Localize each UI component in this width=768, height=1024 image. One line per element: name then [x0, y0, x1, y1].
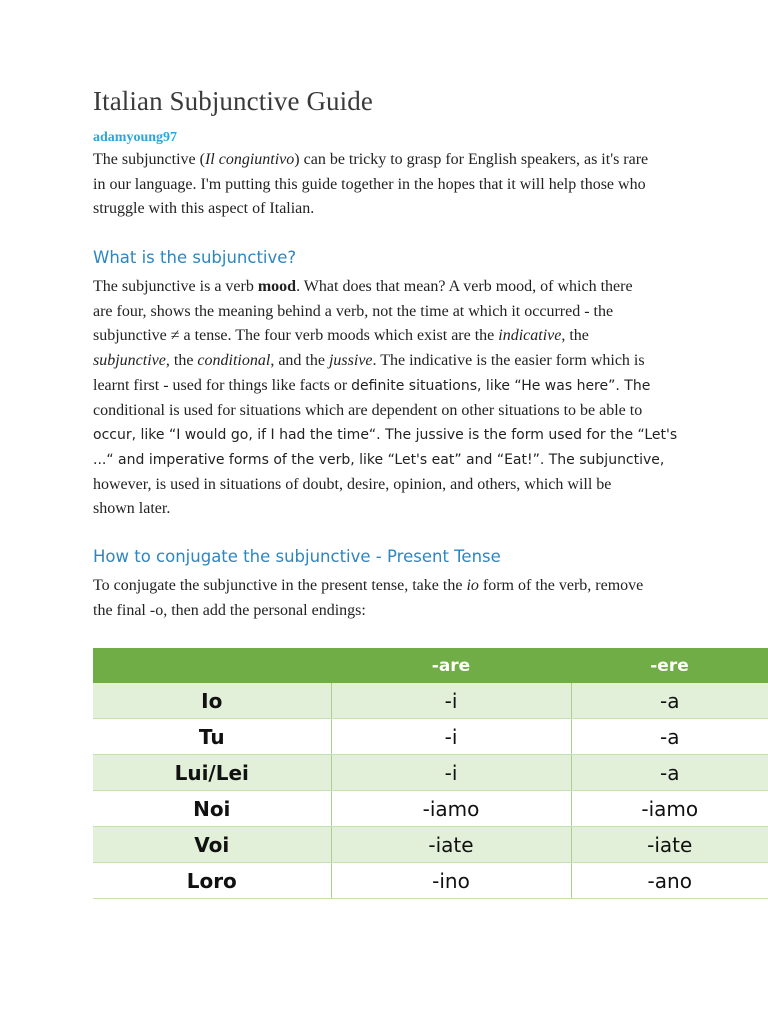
para-line — [93, 574, 683, 599]
ere-ending-cell: -a — [571, 683, 768, 719]
section1-paragraph — [93, 275, 683, 522]
italic-term: Il congiuntivo — [204, 151, 295, 168]
pronoun-cell: Noi — [93, 791, 331, 827]
italic-term: subjunctive — [93, 352, 166, 370]
text-run: definite situations, like “He was here”. The — [351, 377, 651, 394]
text-run: To conjugate the subjunctive in the present tense, take the — [93, 577, 467, 594]
are-ending-cell: -ino — [331, 863, 571, 899]
are-ending-cell: -i — [331, 683, 571, 719]
pronoun-cell: Tu — [93, 719, 331, 755]
table-row — [93, 719, 768, 755]
intro-paragraph — [93, 148, 683, 222]
italic-term: io — [466, 577, 479, 594]
para-line: occur, like “I would go, if I had the time“. The jussive is the form used for the “Let's — [93, 427, 678, 444]
table-row — [93, 827, 768, 863]
table-header-row — [93, 648, 768, 683]
ere-ending-cell: -ano — [571, 863, 768, 899]
italic-term: conditional — [197, 352, 271, 370]
text-run: form of the verb, remove — [478, 577, 644, 594]
conjugation-table — [93, 648, 768, 899]
ere-ending-cell: -a — [571, 719, 768, 755]
intro-line: in our language. I'm putting this guide together in the hopes that it will help those who — [93, 175, 646, 193]
section-heading-what-is: What is the subjunctive? — [93, 248, 297, 267]
para-line — [93, 324, 683, 349]
table-row — [93, 755, 768, 791]
table-row — [93, 863, 768, 899]
text-run: subjunctive ≠ a tense. The four verb moods which exist are the — [93, 327, 499, 345]
pronoun-cell: Loro — [93, 863, 331, 899]
ere-ending-cell: -iamo — [571, 791, 768, 827]
para-line — [93, 374, 683, 399]
intro-line: struggle with this aspect of Italian. — [93, 200, 315, 218]
are-ending-cell: -i — [331, 755, 571, 791]
are-ending-cell: -iamo — [331, 791, 571, 827]
text-run: learnt first - used for things like facts or — [93, 376, 352, 394]
author-link[interactable]: adamyoung97 — [93, 130, 178, 145]
text-run: ) can be tricky to grasp for English speakers, as it's rare — [294, 151, 649, 168]
pronoun-cell: Lui/Lei — [93, 755, 331, 791]
ere-ending-cell: -iate — [571, 827, 768, 863]
section2-paragraph — [93, 574, 683, 623]
table-row — [93, 683, 768, 719]
table-header-cell: -are — [331, 648, 571, 683]
page-title: Italian Subjunctive Guide — [93, 86, 373, 116]
bold-term: mood — [257, 278, 297, 295]
text-run: , the — [165, 352, 198, 370]
pronoun-cell: Io — [93, 683, 331, 719]
text-run: The subjunctive is a verb — [93, 278, 258, 295]
text-run: , the — [561, 327, 589, 345]
pronoun-cell: Voi — [93, 827, 331, 863]
para-line: ...“ and imperative forms of the verb, like “Let's eat” and “Eat!”. The subjunctive, — [93, 451, 665, 468]
para-line — [93, 349, 683, 374]
are-ending-cell: -i — [331, 719, 571, 755]
italic-term: indicative — [498, 327, 562, 345]
para-line: conditional is used for situations which are dependent on other situations to be able to — [93, 401, 643, 419]
ere-ending-cell: -a — [571, 755, 768, 791]
section-heading-how-to-conjugate: How to conjugate the subjunctive - Present Tense — [93, 547, 501, 566]
text-run: The subjunctive ( — [93, 151, 205, 168]
italic-term: jussive — [328, 352, 373, 370]
are-ending-cell: -iate — [331, 827, 571, 863]
para-line: are four, shows the meaning behind a verb, not the time at which it occurred - the — [93, 302, 614, 320]
table-header-cell: -ere — [571, 648, 768, 683]
para-line: the final -o, then add the personal endings: — [93, 601, 366, 619]
text-run: . What does that mean? A verb mood, of which there — [296, 278, 633, 295]
table-header-cell — [93, 648, 331, 683]
para-line — [93, 275, 683, 300]
table-row — [93, 791, 768, 827]
text-run: . The indicative is the easier form which is — [372, 352, 645, 370]
text-run: , and the — [270, 352, 329, 370]
para-line: shown later. — [93, 500, 171, 518]
para-line: however, is used in situations of doubt, desire, opinion, and others, which will be — [93, 475, 612, 493]
intro-line — [93, 148, 683, 173]
